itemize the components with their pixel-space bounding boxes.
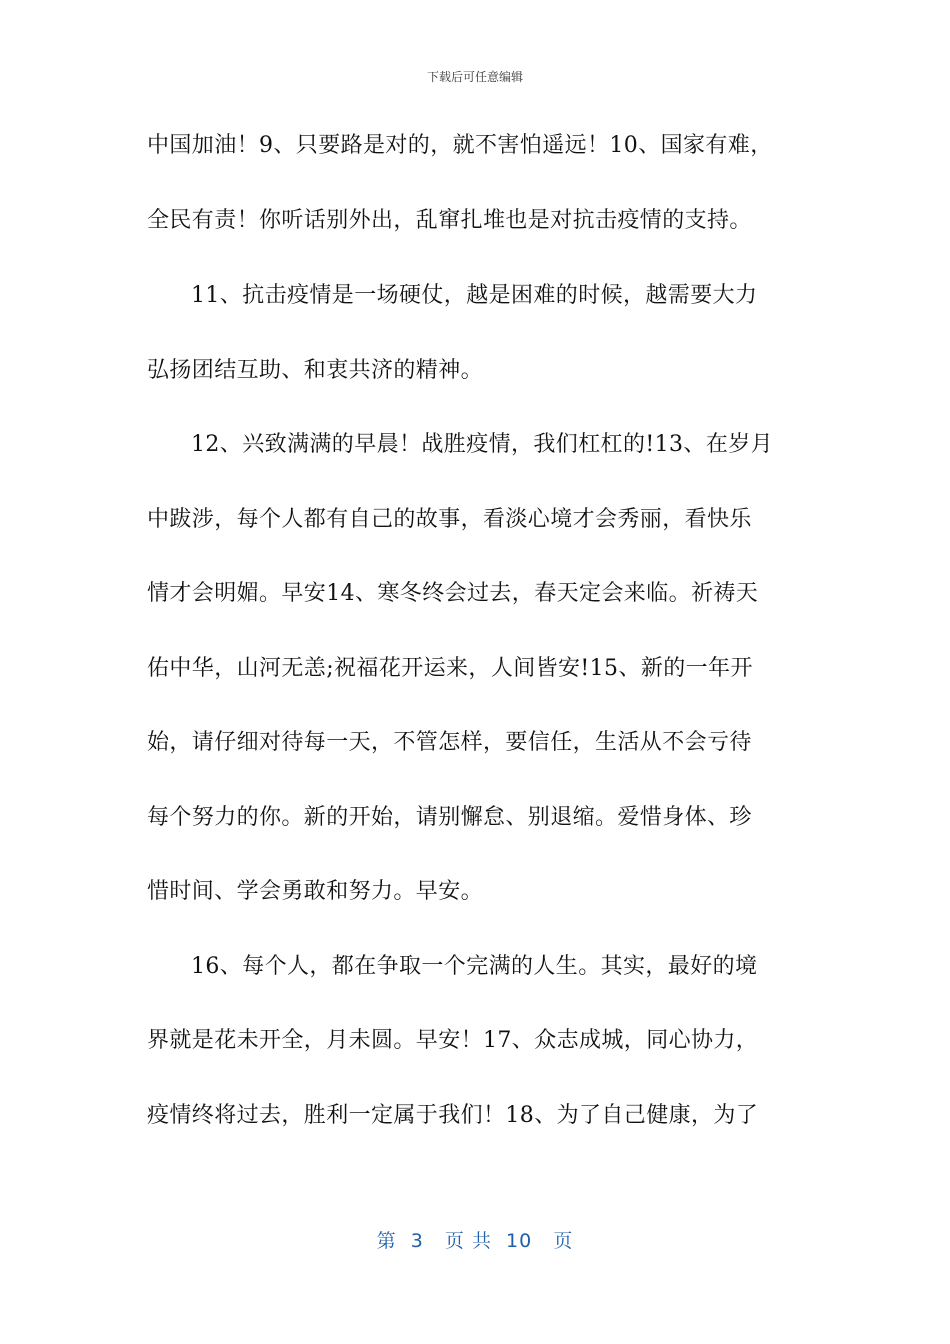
text-line: 中跋涉，每个人都有自己的故事，看淡心境才会秀丽，看快乐 [147, 507, 752, 532]
text-line: 情才会明媚。早安14、寒冬终会过去，春天定会来临。祈祷天 [147, 581, 759, 606]
text-line: 始，请仔细对待每一天，不管怎样，要信任，生活从不会亏待 [147, 730, 752, 755]
header-note: 下载后可任意编辑 [426, 70, 523, 84]
text-line: 疫情终将过去，胜利一定属于我们！18、为了自己健康，为了 [147, 1103, 759, 1128]
text-line: 中国加油！9、只要路是对的，就不害怕遥远！10、国家有难， [147, 133, 773, 158]
text-line: 全民有责！你听话别外出，乱窜扎堆也是对抗击疫情的支持。 [147, 208, 752, 233]
page-number: 第 3 页 共 10 页 [376, 1230, 574, 1252]
text-line: 16、每个人，都在争取一个完满的人生。其实，最好的境 [191, 954, 758, 979]
text-line: 界就是花未开全，月未圆。早安！17、众志成城，同心协力， [147, 1028, 759, 1053]
text-line: 弘扬团结互助、和衷共济的精神。 [147, 358, 484, 383]
text-line: 惜时间、学会勇敢和努力。早安。 [147, 879, 484, 904]
text-line: 12、兴致满满的早晨！战胜疫情，我们杠杠的!13、在岁月 [191, 432, 774, 457]
text-line: 每个努力的你。新的开始，请别懈怠、别退缩。爱惜身体、珍 [147, 805, 752, 830]
text-line: 佑中华，山河无恙;祝福花开运来，人间皆安!15、新的一年开 [147, 656, 753, 681]
text-line: 11、抗击疫情是一场硬仗，越是困难的时候，越需要大力 [191, 283, 758, 308]
